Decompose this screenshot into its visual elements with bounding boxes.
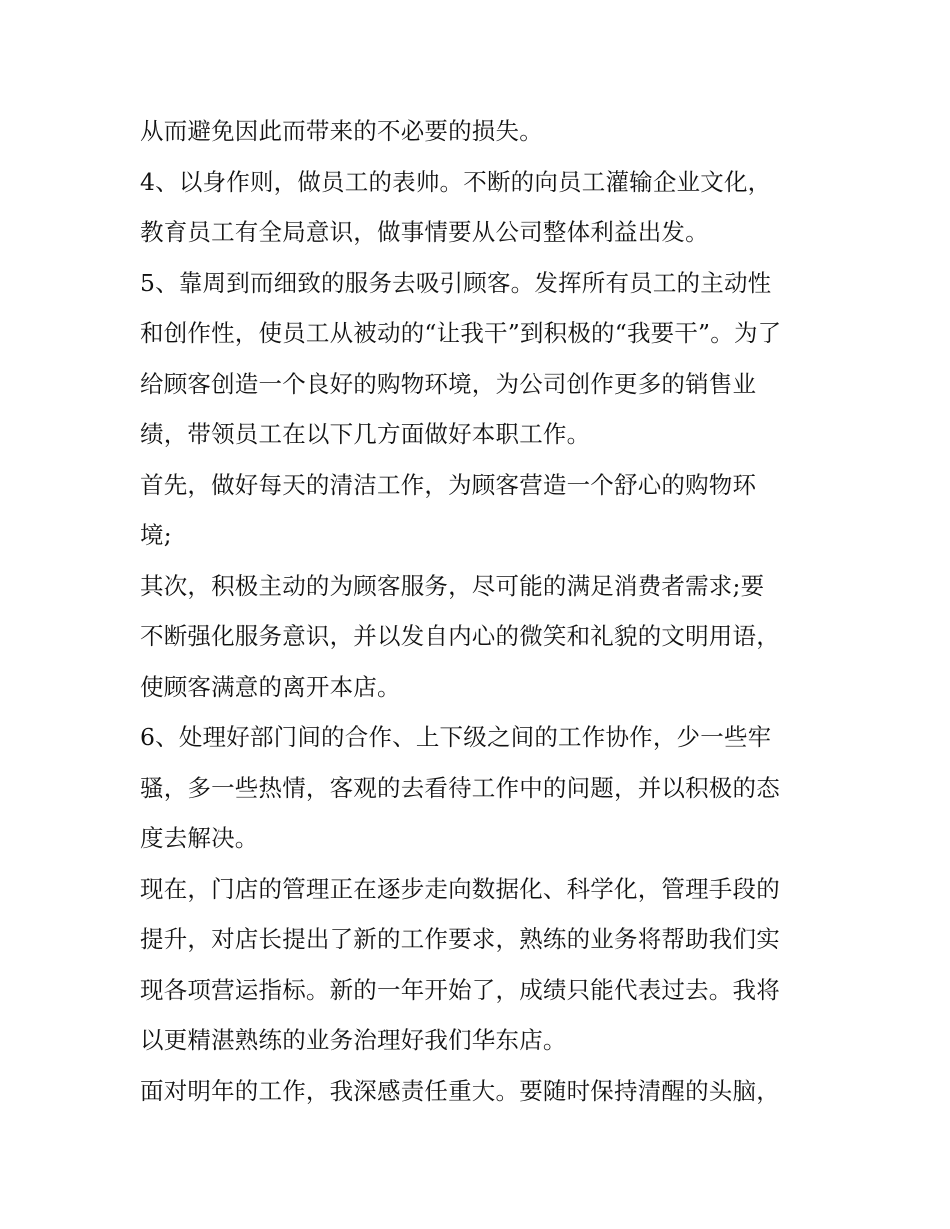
text-line: 使顾客满意的离开本店。 [140, 672, 401, 701]
text-line: 现各项营运指标。新的一年开始了，成绩只能代表过去。我将 [140, 975, 780, 1004]
text-line: 以更精湛熟练的业务治理好我们华东店。 [140, 1026, 567, 1054]
text-line: 不断强化服务意识，并以发自内心的微笑和礼貌的文明用语， [140, 622, 780, 650]
body-text [140, 106, 830, 1116]
text-line: 其次，积极主动的为顾客服务，尽可能的满足消费者需求;要 [140, 571, 765, 600]
text-line: 4、以身作则，做员工的表帅。不断的向员工灌输企业文化， [140, 167, 772, 196]
text-line: 骚，多一些热情，客观的去看待工作中的问题，并以积极的态 [140, 773, 780, 802]
text-line: 5、靠周到而细致的服务去吸引顾客。发挥所有员工的主动性 [140, 268, 772, 297]
text-line: 教育员工有全局意识，做事情要从公司整体利益出发。 [140, 218, 709, 246]
text-line: 境; [140, 521, 172, 549]
text-line: 绩，带领员工在以下几方面做好本职工作。 [140, 420, 591, 448]
text-line: 首先，做好每天的清洁工作，为顾客营造一个舒心的购物环 [140, 470, 757, 499]
text-line: 和创作性，使员工从被动的“让我干”到积极的“我要干”。为了 [140, 319, 782, 347]
text-line: 现在，门店的管理正在逐步走向数据化、科学化，管理手段的 [140, 874, 780, 903]
text-line: 面对明年的工作，我深感责任重大。要随时保持清醒的头脑， [140, 1076, 780, 1105]
text-line: 6、处理好部门间的合作、上下级之间的工作协作，少一些牢 [140, 723, 772, 751]
text-line: 提升，对店长提出了新的工作要求，熟练的业务将帮助我们实 [140, 925, 780, 953]
text-line: 从而避免因此而带来的不必要的损失。 [140, 117, 543, 145]
text-line: 给顾客创造一个良好的购物环境，为公司创作更多的销售业 [140, 369, 757, 398]
text-line: 度去解决。 [140, 824, 259, 852]
